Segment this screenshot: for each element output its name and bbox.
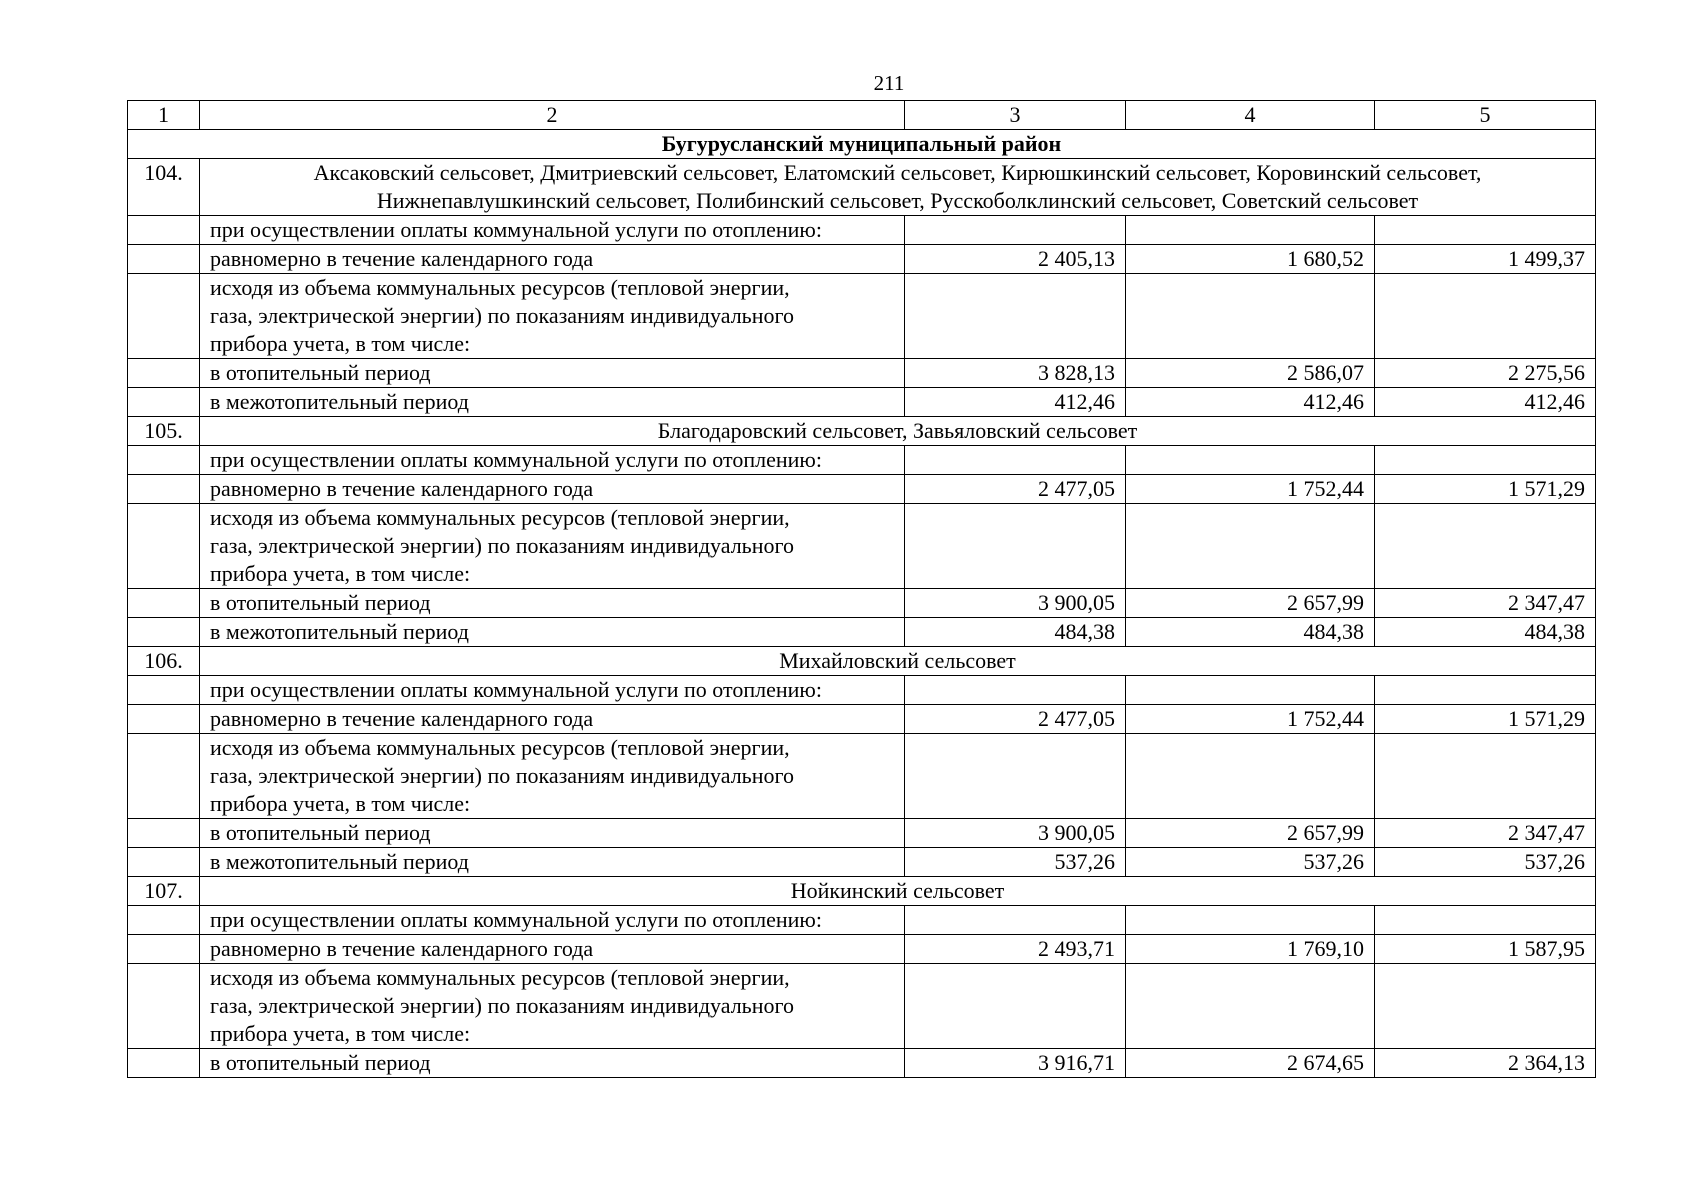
row-number-cell <box>128 819 200 848</box>
page-number: 211 <box>873 71 905 95</box>
section-title-line: Нижнепавлушкинский сельсовет, Полибинский сельсовет, Русскоболклинский сельсовет, Советский сельсовет <box>376 188 1419 213</box>
row-number-cell <box>128 848 200 877</box>
row-label <box>200 734 905 819</box>
row-label <box>200 504 905 589</box>
row-number-cell <box>128 388 200 417</box>
row-number-cell <box>128 359 200 388</box>
by-volume-row <box>128 504 1596 589</box>
value-cell: 2 586,07 <box>1126 359 1375 388</box>
value-cell <box>1126 446 1375 475</box>
section-title <box>200 877 1596 906</box>
by-volume-row <box>128 734 1596 819</box>
row-label: в отопительный период <box>200 589 905 618</box>
section-title <box>200 647 1596 676</box>
section-number: 105. <box>128 417 200 446</box>
section-title-line: Благодаровский сельсовет, Завьяловский сельсовет <box>657 418 1138 443</box>
row-label-line: исходя из объема коммунальных ресурсов (тепловой энергии, <box>210 735 790 760</box>
evenly-row <box>128 475 1596 504</box>
heating-payment-row <box>128 446 1596 475</box>
section-header-row <box>128 159 1596 216</box>
district-row <box>128 130 1596 159</box>
tariff-table <box>127 100 1596 1078</box>
row-label: в межотопительный период <box>200 848 905 877</box>
row-number-cell <box>128 1049 200 1078</box>
row-label: равномерно в течение календарного года <box>200 475 905 504</box>
column-number: 5 <box>1375 101 1596 130</box>
value-cell <box>905 274 1126 359</box>
value-cell: 2 347,47 <box>1375 589 1596 618</box>
value-cell: 2 275,56 <box>1375 359 1596 388</box>
section-header-row <box>128 877 1596 906</box>
off-season-row <box>128 618 1596 647</box>
heating-period-row <box>128 1049 1596 1078</box>
row-label-line: прибора учета, в том числе: <box>210 1021 471 1046</box>
row-number-cell <box>128 216 200 245</box>
value-cell <box>905 964 1126 1049</box>
value-cell <box>1375 676 1596 705</box>
row-number-cell <box>128 705 200 734</box>
district-title: Бугурусланский муниципальный район <box>128 130 1596 159</box>
row-label-line: газа, электрической энергии) по показаниям индивидуального <box>210 763 794 788</box>
value-cell <box>905 734 1126 819</box>
value-cell: 1 752,44 <box>1126 705 1375 734</box>
value-cell <box>1126 906 1375 935</box>
heating-period-row <box>128 589 1596 618</box>
row-label <box>200 964 905 1049</box>
section-header-row <box>128 417 1596 446</box>
off-season-row <box>128 388 1596 417</box>
value-cell <box>905 504 1126 589</box>
row-label: в межотопительный период <box>200 388 905 417</box>
row-label: в отопительный период <box>200 819 905 848</box>
by-volume-row <box>128 274 1596 359</box>
value-cell: 1 499,37 <box>1375 245 1596 274</box>
row-number-cell <box>128 274 200 359</box>
section-number: 104. <box>128 159 200 216</box>
row-label: равномерно в течение календарного года <box>200 935 905 964</box>
row-number-cell <box>128 589 200 618</box>
row-label: в отопительный период <box>200 359 905 388</box>
row-label: при осуществлении оплаты коммунальной услуги по отоплению: <box>200 906 905 935</box>
row-number-cell <box>128 475 200 504</box>
value-cell: 412,46 <box>1375 388 1596 417</box>
column-number: 4 <box>1126 101 1375 130</box>
value-cell <box>905 906 1126 935</box>
row-label-line: исходя из объема коммунальных ресурсов (тепловой энергии, <box>210 505 790 530</box>
off-season-row <box>128 848 1596 877</box>
section-title <box>200 159 1596 216</box>
row-label <box>200 274 905 359</box>
heating-payment-row <box>128 676 1596 705</box>
row-label-line: исходя из объема коммунальных ресурсов (тепловой энергии, <box>210 275 790 300</box>
section-number: 106. <box>128 647 200 676</box>
value-cell: 3 900,05 <box>905 819 1126 848</box>
row-label-line: газа, электрической энергии) по показаниям индивидуального <box>210 993 794 1018</box>
value-cell: 2 493,71 <box>905 935 1126 964</box>
value-cell <box>1126 274 1375 359</box>
value-cell <box>1375 734 1596 819</box>
section-title-line: Михайловский сельсовет <box>779 648 1016 673</box>
value-cell <box>1126 216 1375 245</box>
value-cell: 1 680,52 <box>1126 245 1375 274</box>
value-cell: 2 674,65 <box>1126 1049 1375 1078</box>
row-label: при осуществлении оплаты коммунальной услуги по отоплению: <box>200 216 905 245</box>
value-cell: 484,38 <box>905 618 1126 647</box>
value-cell: 1 587,95 <box>1375 935 1596 964</box>
value-cell: 537,26 <box>1375 848 1596 877</box>
value-cell: 1 571,29 <box>1375 475 1596 504</box>
value-cell: 1 769,10 <box>1126 935 1375 964</box>
section-title <box>200 417 1596 446</box>
value-cell <box>1375 446 1596 475</box>
value-cell: 1 752,44 <box>1126 475 1375 504</box>
value-cell <box>1126 734 1375 819</box>
value-cell: 2 477,05 <box>905 475 1126 504</box>
row-number-cell <box>128 906 200 935</box>
section-title-line: Нойкинский сельсовет <box>790 878 1005 903</box>
value-cell <box>1375 906 1596 935</box>
row-number-cell <box>128 618 200 647</box>
value-cell: 3 900,05 <box>905 589 1126 618</box>
column-number: 1 <box>128 101 200 130</box>
value-cell <box>905 216 1126 245</box>
row-label-line: исходя из объема коммунальных ресурсов (тепловой энергии, <box>210 965 790 990</box>
row-label-line: газа, электрической энергии) по показаниям индивидуального <box>210 303 794 328</box>
value-cell: 484,38 <box>1375 618 1596 647</box>
row-label: равномерно в течение календарного года <box>200 705 905 734</box>
value-cell <box>1126 964 1375 1049</box>
value-cell: 2 657,99 <box>1126 589 1375 618</box>
heating-period-row <box>128 359 1596 388</box>
value-cell <box>1375 504 1596 589</box>
evenly-row <box>128 705 1596 734</box>
value-cell <box>1126 504 1375 589</box>
evenly-row <box>128 935 1596 964</box>
heating-payment-row <box>128 906 1596 935</box>
row-label-line: прибора учета, в том числе: <box>210 561 471 586</box>
value-cell <box>1126 676 1375 705</box>
row-label: в отопительный период <box>200 1049 905 1078</box>
column-number: 3 <box>905 101 1126 130</box>
value-cell <box>905 676 1126 705</box>
value-cell <box>1375 274 1596 359</box>
section-number: 107. <box>128 877 200 906</box>
value-cell <box>1375 216 1596 245</box>
row-number-cell <box>128 504 200 589</box>
row-label-line: прибора учета, в том числе: <box>210 331 471 356</box>
value-cell: 2 477,05 <box>905 705 1126 734</box>
value-cell <box>905 446 1126 475</box>
value-cell: 2 364,13 <box>1375 1049 1596 1078</box>
row-number-cell <box>128 676 200 705</box>
value-cell: 412,46 <box>1126 388 1375 417</box>
row-number-cell <box>128 245 200 274</box>
row-number-cell <box>128 446 200 475</box>
column-number: 2 <box>200 101 905 130</box>
row-label: при осуществлении оплаты коммунальной услуги по отоплению: <box>200 676 905 705</box>
row-label: при осуществлении оплаты коммунальной услуги по отоплению: <box>200 446 905 475</box>
value-cell <box>1375 964 1596 1049</box>
row-label-line: прибора учета, в том числе: <box>210 791 471 816</box>
value-cell: 3 828,13 <box>905 359 1126 388</box>
value-cell: 537,26 <box>905 848 1126 877</box>
row-number-cell <box>128 734 200 819</box>
value-cell: 1 571,29 <box>1375 705 1596 734</box>
column-number-row <box>128 101 1596 130</box>
row-label-line: газа, электрической энергии) по показаниям индивидуального <box>210 533 794 558</box>
row-label: равномерно в течение календарного года <box>200 245 905 274</box>
value-cell: 484,38 <box>1126 618 1375 647</box>
section-title-line: Аксаковский сельсовет, Дмитриевский сельсовет, Елатомский сельсовет, Кирюшкинский сельсовет, Коровинский сельсовет, <box>313 160 1482 185</box>
value-cell: 537,26 <box>1126 848 1375 877</box>
row-label: в межотопительный период <box>200 618 905 647</box>
section-header-row <box>128 647 1596 676</box>
heating-period-row <box>128 819 1596 848</box>
row-number-cell <box>128 964 200 1049</box>
by-volume-row <box>128 964 1596 1049</box>
row-number-cell <box>128 935 200 964</box>
value-cell: 412,46 <box>905 388 1126 417</box>
value-cell: 2 657,99 <box>1126 819 1375 848</box>
value-cell: 2 405,13 <box>905 245 1126 274</box>
value-cell: 2 347,47 <box>1375 819 1596 848</box>
heating-payment-row <box>128 216 1596 245</box>
evenly-row <box>128 245 1596 274</box>
value-cell: 3 916,71 <box>905 1049 1126 1078</box>
